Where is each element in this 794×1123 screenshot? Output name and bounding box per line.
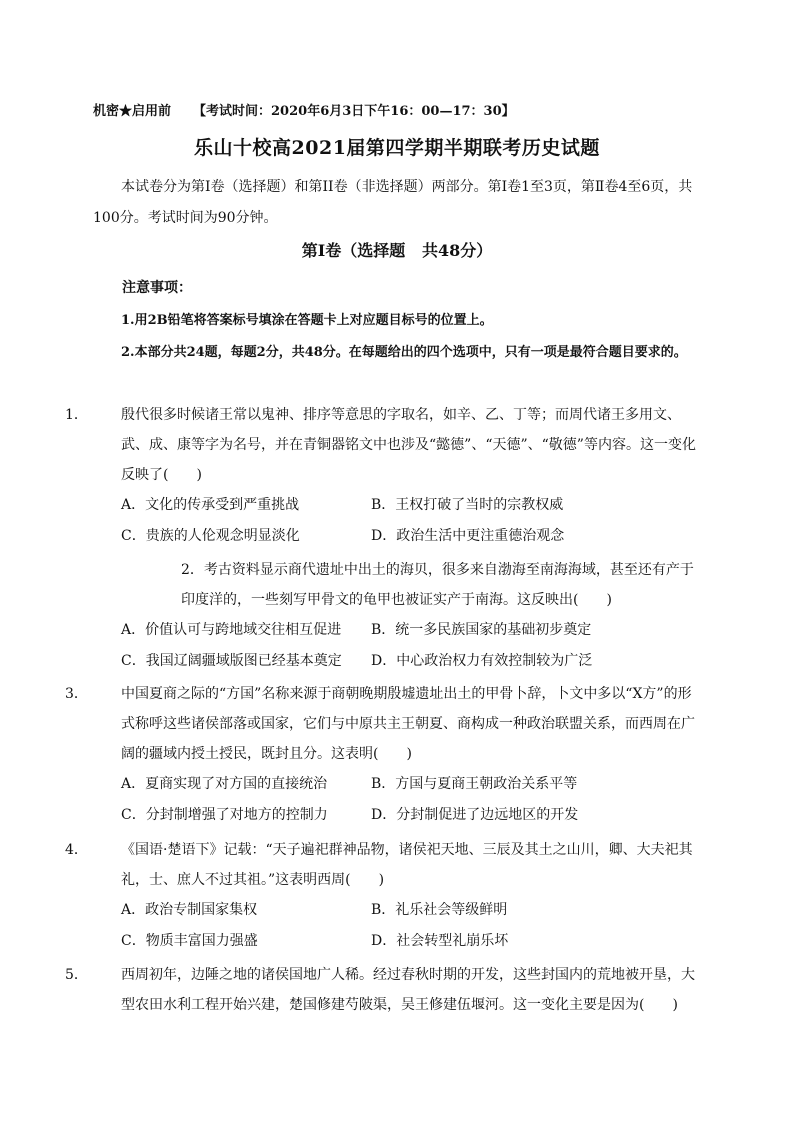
option-c: C．贵族的人伦观念明显淡化 <box>121 528 300 544</box>
question-stem <box>65 679 703 769</box>
question-text: 《国语·楚语下》记载：“天子遍祀群神品物，诸侯祀天地、三辰及其土之山川，卿、大夫祀其礼，士、庶人不过其祖。”这表明西周( ) <box>121 842 693 888</box>
page-title: 乐山十校高2021届第四学期半期联考历史试题 <box>194 137 600 159</box>
question-number: 4． <box>65 842 88 858</box>
option-list <box>93 769 703 831</box>
question-5 <box>65 960 703 1020</box>
option-d: D．社会转型礼崩乐坏 <box>371 933 509 949</box>
notice-heading: 注意事项： <box>122 280 192 296</box>
question-stem <box>93 555 703 615</box>
question-text: 中国夏商之际的“方国”名称来源于商朝晚期殷墟遗址出土的甲骨卜辞，卜文中多以“X方”的形式称呼这些诸侯部落或国家，它们与中原共主王朝夏、商构成一种政治联盟关系，而西周在广阔的疆域内授土授民，既封且分。这表明( ) <box>121 686 695 762</box>
option-b: B．王权打破了当时的宗教权威 <box>371 497 564 513</box>
question-2 <box>93 555 703 677</box>
option-d: D．分封制促进了边远地区的开发 <box>371 807 579 823</box>
question-stem <box>65 960 703 1020</box>
option-list <box>93 895 703 957</box>
question-stem <box>65 400 703 490</box>
option-b: B．统一多民族国家的基础初步奠定 <box>371 622 592 638</box>
question-1 <box>65 400 703 552</box>
option-list <box>93 615 703 677</box>
question-number: 3． <box>65 686 88 702</box>
option-a: A．价值认可与跨地域交往相互促进 <box>121 622 342 638</box>
exam-header <box>93 100 515 119</box>
question-number: 1． <box>65 407 88 423</box>
exam-intro: 本试卷分为第Ⅰ卷（选择题）和第II卷（非选择题）两部分。第Ⅰ卷1至3页，第Ⅱ卷4至6页，共100分。考试时间为90分钟。 <box>93 179 693 226</box>
option-c: C．我国辽阔疆域版图已经基本奠定 <box>121 653 342 669</box>
notice-item: 2.本部分共24题，每题2分，共48分。在每题给出的四个选项中，只有一项是最符合题目要求的。 <box>121 345 687 360</box>
section-title: 第Ⅰ卷（选择题 共48分） <box>301 241 493 260</box>
option-c: C．物质丰富国力强盛 <box>121 933 258 949</box>
option-a: A．政治专制国家集权 <box>121 902 258 918</box>
question-text: 殷代很多时候诸王常以鬼神、排序等意思的字取名，如辛、乙、丁等；而周代诸王多用文、武、成、康等字为名号，并在青铜器铭文中也涉及“懿德”、“天德”、“敬德”等内容。这一变化反映了( ) <box>121 407 696 483</box>
notice-item: 1.用2B铅笔将答案标号填涂在答题卡上对应题目标号的位置上。 <box>121 313 493 328</box>
option-b: B．礼乐社会等级鲜明 <box>371 902 508 918</box>
question-number: 2． <box>181 562 204 578</box>
exam-time: 【考试时间：2020年6月3日下午16：00—17：30】 <box>193 104 515 119</box>
question-number: 5． <box>65 967 88 983</box>
option-d: D．政治生活中更注重德治观念 <box>371 528 565 544</box>
question-stem <box>65 835 703 895</box>
question-text: 西周初年，边陲之地的诸侯国地广人稀。经过春秋时期的开发，这些封国内的荒地被开垦，大型农田水利工程开始兴建，楚国修建芍陂渠，吴王修建伍堰河。这一变化主要是因为( ) <box>121 967 695 1013</box>
option-list <box>93 490 703 552</box>
question-3 <box>65 679 703 831</box>
classification-label: 机密★启用前 <box>93 104 172 119</box>
option-d: D．中心政治权力有效控制较为广泛 <box>371 653 593 669</box>
question-4 <box>65 835 703 957</box>
question-text: 考古资料显示商代遗址中出土的海贝，很多来自渤海至南海海域，甚至还有产于印度洋的，一些刻写甲骨文的龟甲也被证实产于南海。这反映出( ) <box>181 562 694 608</box>
option-b: B．方国与夏商王朝政治关系平等 <box>371 776 578 792</box>
option-c: C．分封制增强了对地方的控制力 <box>121 807 328 823</box>
option-a: A．夏商实现了对方国的直接统治 <box>121 776 328 792</box>
option-a: A．文化的传承受到严重挑战 <box>121 497 300 513</box>
